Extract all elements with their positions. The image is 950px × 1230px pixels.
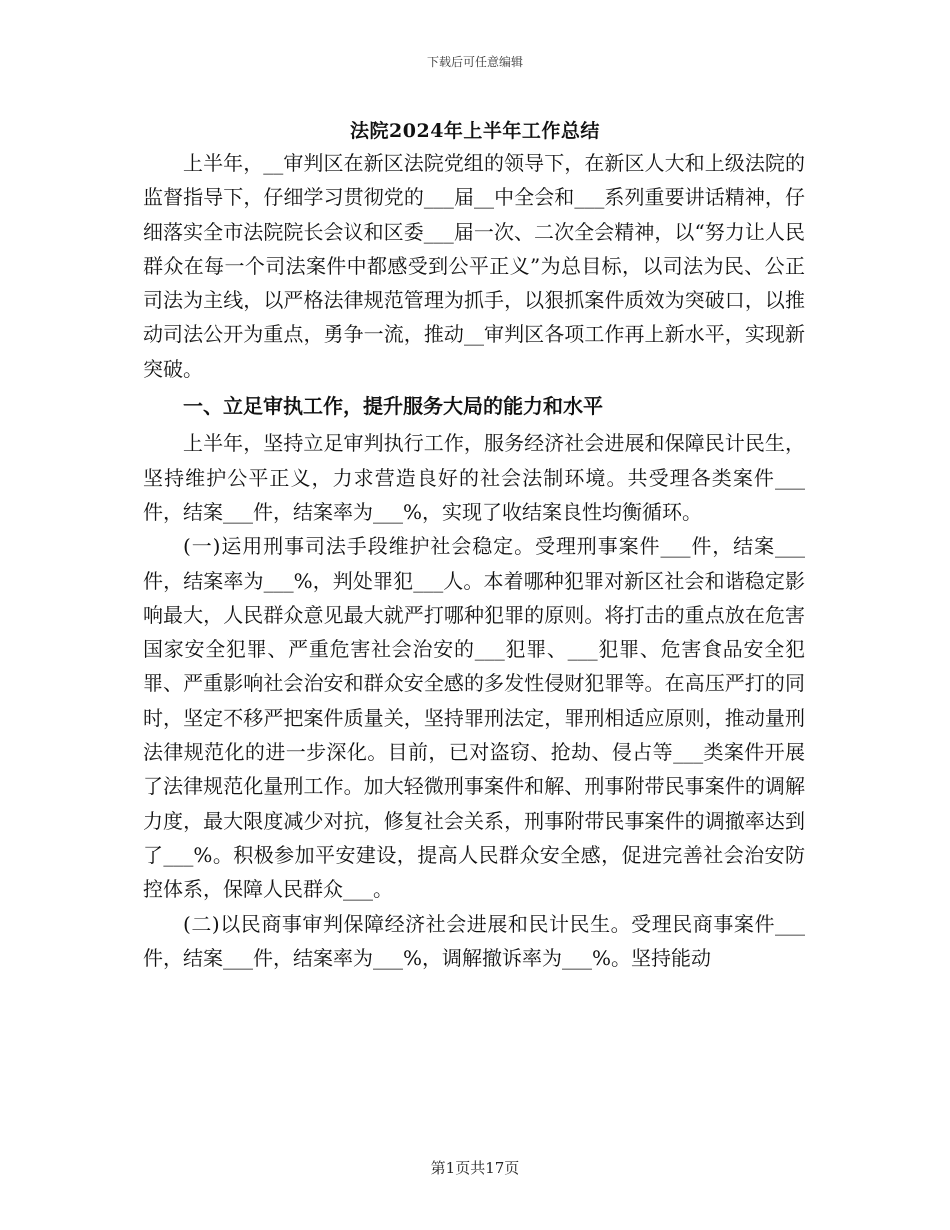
- document-title: 法院2024年上半年工作总结: [350, 120, 600, 142]
- item-2-paragraph: (二)以民商事审判保障经济社会进展和民计民生。受理民商事案件___件，结案___件，结案率为___%，调解撤诉率为___%。坚持能动: [143, 911, 805, 970]
- intro-paragraph: 上半年，__审判区在新区法院党组的领导下，在新区人大和上级法院的监督指导下，仔细学习贯彻党的___届__中全会和___系列重要讲话精神，仔细落实全市法院院长会议和区委___届一次、二次全会精神，以“努力让人民群众在每一个司法案件中都感受到公平正义”为总目标，以司法为民、公正司法为主线，以严格法律规范管理为抓手，以狠抓案件质效为突破口，以推动司法公开为重点，勇争一流，推动__审判区各项工作再上新水平，实现新突破。: [143, 151, 805, 381]
- document-body: [143, 146, 805, 975]
- item-1-paragraph: (一)运用刑事司法手段维护社会稳定。受理刑事案件___件，结案___件，结案率为___%，判处罪犯___人。本着哪种犯罪对新区社会和谐稳定影响最大，人民群众意见最大就严打哪种犯罪的原则。将打击的重点放在危害国家安全犯罪、严重危害社会治安的___犯罪、___犯罪、危害食品安全犯罪、严重影响社会治安和群众安全感的多发性侵财犯罪等。在高压严打的同时，坚定不移严把案件质量关，坚持罪刑法定，罪刑相适应原则，推动量刑法律规范化的进一步深化。目前，已对盗窃、抢劫、侵占等___类案件开展了法律规范化量刑工作。加大轻微刑事案件和解、刑事附带民事案件的调解力度，最大限度减少对抗，修复社会关系，刑事附带民事案件的调撤率达到了___%。积极参加平安建设，提高人民群众安全感，促进完善社会治安防控体系，保障人民群众___。: [143, 534, 805, 902]
- section-1-paragraph: 上半年，坚持立足审判执行工作，服务经济社会进展和保障民计民生，坚持维护公平正义，力求营造良好的社会法制环境。共受理各类案件___件，结案___件，结案率为___%，实现了收结案良性均衡循环。: [143, 431, 805, 524]
- header-note: 下载后可任意编辑: [426, 55, 523, 69]
- page-number: 第1页共17页: [430, 1159, 520, 1177]
- section-heading-1: 一、立足审执工作，提升服务大局的能力和水平: [183, 394, 603, 419]
